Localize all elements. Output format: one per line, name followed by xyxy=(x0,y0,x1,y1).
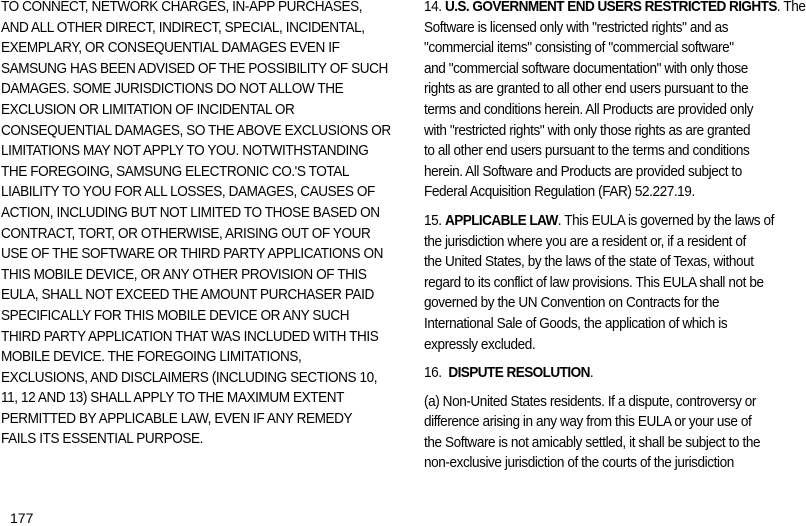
text-line: LIMITATIONS MAY NOT APPLY TO YOU. NOTWITHSTANDING xyxy=(1,143,369,160)
section-number: 14. xyxy=(424,0,442,15)
text-line: CONSEQUENTIAL DAMAGES, SO THE ABOVE EXCLUSIONS OR xyxy=(1,122,391,139)
text-line: PERMITTED BY APPLICABLE LAW, EVEN IF ANY REMEDY xyxy=(1,410,353,427)
text-line: the United States, by the laws of the state of Texas, without xyxy=(424,254,754,271)
text-line: the jurisdiction where you are a resident or, if a resident of xyxy=(424,233,746,250)
text-line: terms and conditions herein. All Products are provided only xyxy=(424,101,754,118)
text-line: USE OF THE SOFTWARE OR THIRD PARTY APPLICATIONS ON xyxy=(1,246,384,263)
text-line: Federal Acquisition Regulation (FAR) 52.227.19. xyxy=(424,184,695,201)
section-heading: DISPUTE RESOLUTION xyxy=(448,365,590,382)
text-line: rights as are granted to all other end users pursuant to the xyxy=(424,81,749,98)
text-line: THIRD PARTY APPLICATION THAT WAS INCLUDED WITH THIS xyxy=(1,328,379,345)
left-column xyxy=(1,0,391,458)
right-column xyxy=(424,0,806,482)
text-line: LIABILITY TO YOU FOR ALL LOSSES, DAMAGES, CAUSES OF xyxy=(1,184,375,201)
text-line: and "commercial software documentation" with only those xyxy=(424,60,748,77)
text-line: expressly excluded. xyxy=(424,336,536,353)
text-line: EULA, SHALL NOT EXCEED THE AMOUNT PURCHASER PAID xyxy=(1,287,374,304)
text-line: TO CONNECT, NETWORK CHARGES, IN-APP PURCHASES, xyxy=(1,0,363,15)
text-line: MOBILE DEVICE. THE FOREGOING LIMITATIONS, xyxy=(1,349,302,366)
text-line: FAILS ITS ESSENTIAL PURPOSE. xyxy=(1,431,203,448)
text-line: regard to its conflict of law provisions. This EULA shall not be xyxy=(424,274,764,291)
text-line: THE FOREGOING, SAMSUNG ELECTRONIC CO.'S TOTAL xyxy=(1,163,349,180)
text-line: AND ALL OTHER DIRECT, INDIRECT, SPECIAL, INCIDENTAL, xyxy=(1,19,365,36)
text-line: SAMSUNG HAS BEEN ADVISED OF THE POSSIBILITY OF SUCH xyxy=(1,60,388,77)
section-number: 15. xyxy=(424,212,442,229)
text-line: EXCLUSIONS, AND DISCLAIMERS (INCLUDING SECTIONS 10, xyxy=(1,369,378,386)
text-line: International Sale of Goods, the application of which is xyxy=(424,315,728,332)
text-line: difference arising in any way from this EULA or your use of xyxy=(424,414,752,431)
section-16a xyxy=(424,392,791,474)
section-14-first-line xyxy=(424,0,806,18)
section-text: . xyxy=(589,365,594,382)
section-text: . This EULA is governed by the laws of xyxy=(557,212,775,229)
limitation-of-liability-text xyxy=(1,0,391,450)
text-line: CONTRACT, TORT, OR OTHERWISE, ARISING OUT OF YOUR xyxy=(1,225,371,242)
section-14 xyxy=(424,0,806,203)
text-line: governed by the UN Convention on Contracts for the xyxy=(424,295,720,312)
text-line: Software is licensed only with "restricted rights" and as xyxy=(424,19,729,36)
text-line: with "restricted rights" with only those rights as are granted xyxy=(424,122,751,139)
text-line: 11, 12 AND 13) SHALL APPLY TO THE MAXIMUM EXTENT xyxy=(1,390,344,407)
text-line: THIS MOBILE DEVICE, OR ANY OTHER PROVISION OF THIS xyxy=(1,266,367,283)
text-line: non-exclusive jurisdiction of the courts of the jurisdiction xyxy=(424,455,734,472)
text-line: "commercial items" consisting of "commercial software" xyxy=(424,40,734,57)
text-line: (a) Non-United States residents. If a dispute, controversy or xyxy=(424,393,757,410)
page-number: 177 xyxy=(10,510,34,526)
text-line: herein. All Software and Products are provided subject to xyxy=(424,163,742,180)
section-15-first-line xyxy=(424,211,791,232)
section-heading: U.S. GOVERNMENT END USERS RESTRICTED RIGHTS xyxy=(444,0,777,15)
text-line: EXEMPLARY, OR CONSEQUENTIAL DAMAGES EVEN IF xyxy=(1,40,340,57)
text-line: SPECIFICALLY FOR THIS MOBILE DEVICE OR ANY SUCH xyxy=(1,307,350,324)
text-line: DAMAGES. SOME JURISDICTIONS DO NOT ALLOW THE xyxy=(1,81,344,98)
text-line: EXCLUSION OR LIMITATION OF INCIDENTAL OR xyxy=(1,101,295,118)
section-text: . The xyxy=(776,0,806,15)
text-line: to all other end users pursuant to the terms and conditions xyxy=(424,143,750,160)
text-line: the Software is not amicably settled, it shall be subject to the xyxy=(424,434,761,451)
section-number: 16. xyxy=(424,365,442,382)
text-line: ACTION, INCLUDING BUT NOT LIMITED TO THOSE BASED ON xyxy=(1,204,380,221)
section-16-heading-line xyxy=(424,363,791,384)
section-heading: APPLICABLE LAW xyxy=(444,212,558,229)
section-15 xyxy=(424,211,791,355)
section-16 xyxy=(424,363,791,384)
